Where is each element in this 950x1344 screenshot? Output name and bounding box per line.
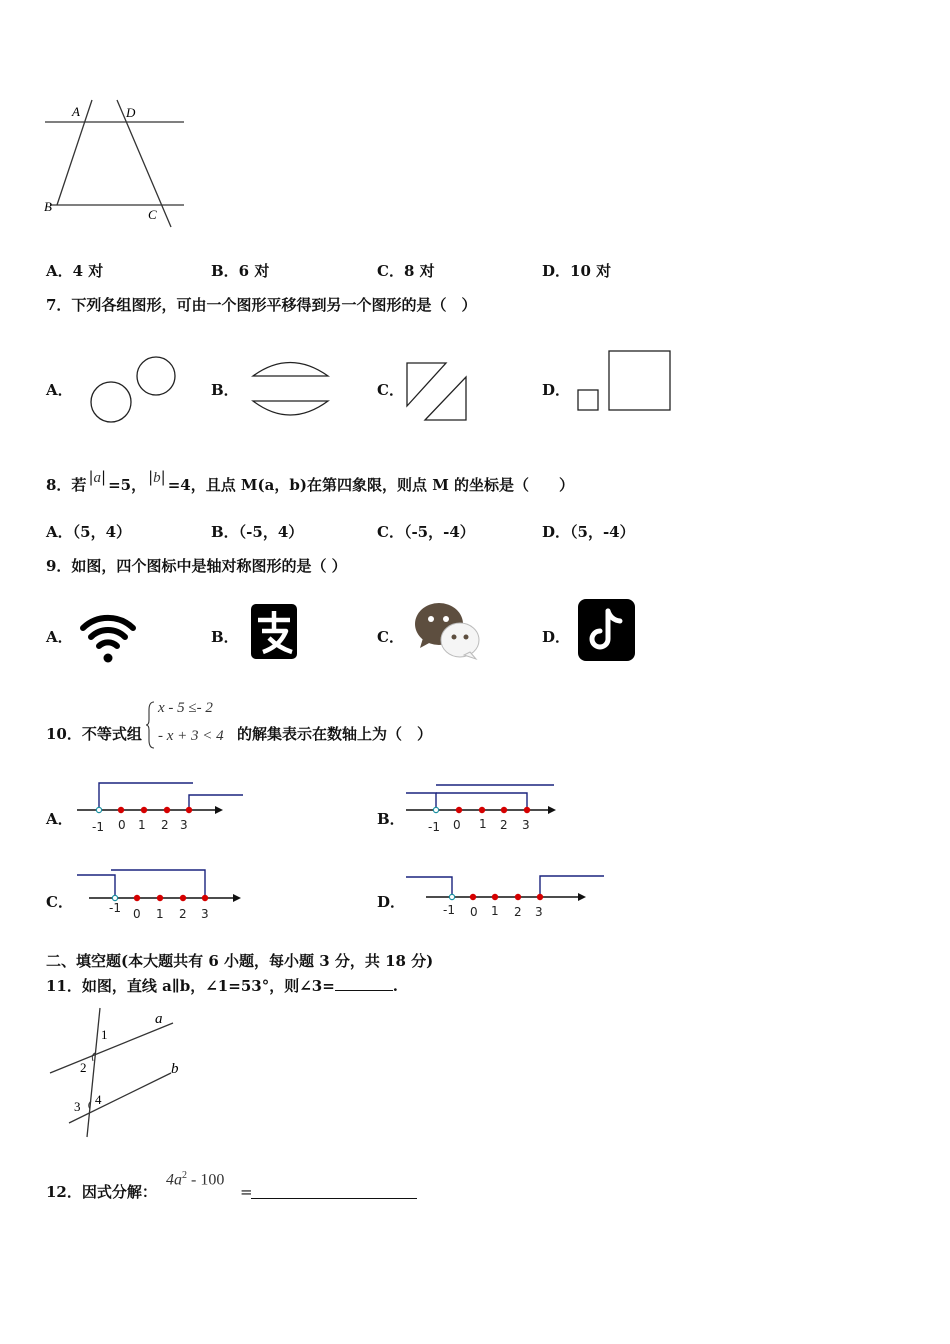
q9-option-a[interactable]: A．	[46, 628, 73, 646]
q8-part3: 在第四象限，则点 M 的坐标是（ ）	[306, 476, 575, 494]
tick-label: 0	[453, 818, 461, 832]
tick-label: 3	[201, 907, 209, 921]
tick-label: 3	[180, 818, 188, 832]
q8-option-a[interactable]: A．（5，4）	[46, 523, 132, 541]
q6-label-d: D	[126, 105, 136, 120]
q7-two-circles-figure	[86, 352, 181, 427]
q8-option-c[interactable]: C．（-5，-4）	[377, 523, 475, 541]
alipay-icon	[251, 604, 298, 660]
q8-abs-a: a	[93, 470, 101, 486]
q11-text: 11．如图，直线 a∥b，∠1=53°，则∠3=	[46, 977, 335, 995]
q11-stem	[46, 977, 398, 995]
q8-part2: =4，且点 M	[167, 476, 258, 494]
q8-stem: 8．若 |a| =5， |b| =4，且点 M(a，b)在第四象限，则点 M 的坐标是（ ）	[46, 468, 575, 494]
q11-label-a: a	[155, 1011, 163, 1027]
q8-coords: a，b	[264, 476, 300, 494]
q11-label-b: b	[171, 1061, 179, 1077]
q8-paren-open: (	[257, 476, 265, 494]
q10-option-a[interactable]: A．	[46, 810, 73, 828]
tick-label: 2	[161, 818, 169, 832]
tick-label: 3	[535, 905, 543, 919]
tick-label: 2	[500, 818, 508, 832]
q10-brace	[145, 700, 157, 750]
q7-option-b[interactable]: B．	[211, 381, 239, 399]
q12-expression	[166, 1170, 224, 1189]
tick-label: 0	[133, 907, 141, 921]
q12-text: 12．因式分解：	[46, 1183, 157, 1201]
q10-option-c[interactable]: C．	[46, 893, 73, 911]
q11-angle-4: 4	[95, 1092, 102, 1107]
tick-label: 1	[479, 817, 487, 831]
q8-paren-close: )	[299, 476, 307, 494]
q8-part1: =5，	[108, 476, 147, 494]
q7-option-a[interactable]: A．	[46, 381, 73, 399]
q9-stem: 9．如图，四个图标中是轴对称图形的是（ ）	[46, 557, 347, 575]
q8-option-b[interactable]: B．（-5，4）	[211, 523, 304, 541]
q12-expr-rest: - 100	[187, 1171, 225, 1189]
q11-answer-blank[interactable]	[335, 990, 393, 991]
q10-option-b[interactable]: B．	[377, 810, 405, 828]
q11-angle-3: 3	[74, 1099, 81, 1114]
tick-label: -1	[443, 903, 455, 917]
q6-option-b[interactable]: B．6 对	[211, 262, 270, 280]
tick-label: -1	[428, 820, 440, 834]
q7-squares-figure	[574, 348, 674, 414]
tick-label: 2	[179, 907, 187, 921]
q6-trapezoid-figure	[40, 95, 200, 235]
tick-label: -1	[109, 901, 121, 915]
tiktok-icon	[578, 599, 636, 662]
q7-triangles-figure	[404, 360, 470, 424]
tick-label: 3	[522, 818, 530, 832]
q8-option-d[interactable]: D．（5，-4）	[542, 523, 635, 541]
q10-numberline-c	[75, 860, 245, 925]
q6-option-c[interactable]: C．8 对	[377, 262, 435, 280]
q11-end: .	[392, 977, 398, 995]
q10-tail: 的解集表示在数轴上为（ ）	[237, 725, 433, 743]
wifi-icon	[80, 608, 136, 664]
q10-inequality-1: x - 5 ≤- 2	[158, 700, 213, 716]
tick-label: 2	[514, 905, 522, 919]
q6-option-d[interactable]: D．10 对	[542, 262, 612, 280]
section2-title: 二、填空题(本大题共有 6 小题，每小题 3 分，共 18 分)	[46, 952, 434, 970]
q12-expr-base: 4a	[166, 1171, 182, 1189]
tick-label: -1	[92, 820, 104, 834]
q10-numberline-a	[75, 775, 250, 840]
tick-label: 0	[470, 905, 478, 919]
q9-option-c[interactable]: C．	[377, 628, 404, 646]
q6-label-c: C	[148, 207, 157, 222]
q10-option-d[interactable]: D．	[377, 893, 406, 911]
tick-label: 1	[156, 907, 164, 921]
q8-num: 8．若	[46, 476, 87, 494]
tick-label: 1	[138, 818, 146, 832]
q7-option-c[interactable]: C．	[377, 381, 404, 399]
q11-parallel-lines-figure	[45, 1005, 195, 1140]
q7-stem: 7．下列各组图形，可由一个图形平移得到另一个图形的是（ ）	[46, 296, 477, 314]
q9-option-b[interactable]: B．	[211, 628, 239, 646]
q6-label-b: B	[44, 199, 52, 214]
q10-numberline-b	[404, 775, 564, 840]
q10-num: 10．不等式组	[46, 725, 142, 743]
q12-answer-blank[interactable]	[251, 1198, 417, 1199]
q7-segments-figure	[250, 355, 332, 425]
q11-angle-1: 1	[101, 1027, 108, 1042]
tick-label: 1	[491, 904, 499, 918]
q10-inequality-2: - x + 3 < 4	[158, 728, 224, 744]
q6-option-a[interactable]: A．4 对	[46, 262, 104, 280]
q7-option-d[interactable]: D．	[542, 381, 571, 399]
q9-option-d[interactable]: D．	[542, 628, 571, 646]
q11-angle-2: 2	[80, 1060, 87, 1075]
q6-label-a: A	[72, 104, 80, 119]
q12-equals: =	[240, 1183, 253, 1201]
q12-expr-exp: 2	[182, 1170, 187, 1181]
q10-numberline-d	[404, 860, 609, 925]
tick-label: 0	[118, 818, 126, 832]
q8-abs-b: b	[153, 470, 161, 486]
wechat-icon	[414, 600, 482, 662]
